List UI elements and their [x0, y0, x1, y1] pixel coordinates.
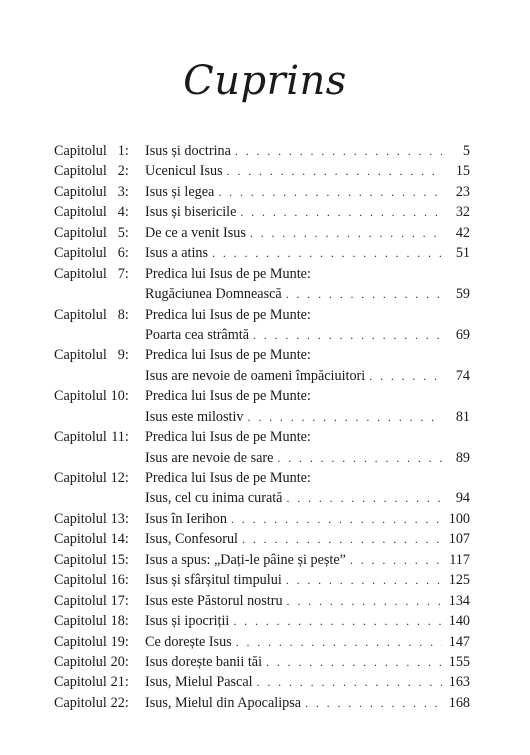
page-number: 23 [455, 183, 470, 200]
dot-leader [212, 243, 442, 263]
chapter-title: Isus și sfârșitul timpului [145, 572, 282, 589]
dot-leader [286, 488, 442, 508]
page-number: 125 [448, 572, 470, 589]
toc-entry-row [54, 305, 470, 325]
page-number: 81 [455, 408, 470, 425]
chapter-number: 6: [117, 245, 129, 262]
chapter-title: Rugăciunea Domnească [145, 286, 282, 303]
dot-leader [266, 652, 442, 672]
page-number: 59 [455, 286, 470, 303]
chapter-word: Capitolul [54, 572, 107, 589]
chapter-title: Isus și legea [145, 183, 215, 200]
chapter-label [54, 591, 145, 611]
chapter-title: Predica lui Isus de pe Munte: [145, 388, 311, 405]
toc-entry-row [54, 488, 470, 508]
dot-leader [218, 182, 442, 202]
chapter-number: 3: [117, 183, 129, 200]
page-number: 117 [449, 551, 470, 568]
chapter-number: 2: [117, 163, 129, 180]
chapter-word: Capitolul [54, 694, 107, 711]
dot-leader [242, 529, 442, 549]
toc-entry-row [54, 264, 470, 284]
chapter-label [54, 202, 145, 222]
chapter-title: De ce a venit Isus [145, 224, 246, 241]
chapter-word: Capitolul [54, 429, 107, 446]
chapter-number: 16: [110, 572, 129, 589]
chapter-label [54, 672, 145, 692]
chapter-word: Capitolul [54, 531, 107, 548]
chapter-label [54, 243, 145, 263]
chapter-title: Ce dorește Isus [145, 633, 232, 650]
toc-entry-row [54, 570, 470, 590]
chapter-label [54, 345, 145, 365]
page-number: 15 [455, 163, 470, 180]
dot-leader [287, 591, 442, 611]
chapter-word: Capitolul [54, 653, 107, 670]
toc-entry-row [54, 386, 470, 406]
chapter-label [54, 427, 145, 447]
chapter-label [54, 652, 145, 672]
page-number: 107 [448, 531, 470, 548]
dot-leader [250, 223, 442, 243]
chapter-label [54, 325, 145, 345]
page-number: 168 [448, 694, 470, 711]
chapter-label [54, 284, 145, 304]
chapter-title: Predica lui Isus de pe Munte: [145, 265, 311, 282]
dot-leader [350, 550, 442, 570]
dot-leader [231, 509, 442, 529]
chapter-word: Capitolul [54, 265, 107, 282]
page-number: 89 [455, 449, 470, 466]
toc-entry-row [54, 672, 470, 692]
dot-leader [233, 611, 442, 631]
chapter-title: Predica lui Isus de pe Munte: [145, 470, 311, 486]
toc-entry-row [54, 202, 470, 222]
dot-leader [277, 448, 442, 468]
dot-leader [257, 672, 442, 692]
chapter-word: Capitolul [54, 224, 107, 241]
page-number: 140 [448, 613, 470, 630]
chapter-label [54, 550, 145, 570]
chapter-label [54, 182, 145, 202]
page-number: 163 [448, 674, 470, 691]
chapter-word: Capitolul [54, 204, 107, 221]
chapter-word: Capitolul [54, 510, 107, 527]
chapter-label [54, 305, 145, 325]
toc-entry-row [54, 468, 470, 488]
chapter-number: 8: [117, 306, 129, 323]
toc-entry-row [54, 632, 470, 652]
chapter-title: Isus dorește banii tăi [145, 653, 263, 670]
page-number: 51 [455, 245, 470, 262]
toc-entry-row [54, 693, 470, 713]
toc-entry-row [54, 550, 470, 570]
chapter-word: Capitolul [54, 347, 107, 364]
chapter-label [54, 509, 145, 529]
dot-leader [305, 693, 442, 713]
chapter-number: 18: [110, 613, 129, 630]
chapter-word: Capitolul [54, 633, 107, 650]
chapter-number: 11: [111, 429, 129, 446]
chapter-title: Isus este Păstorul nostru [145, 592, 283, 609]
chapter-word: Capitolul [54, 613, 107, 630]
chapter-number: 9: [117, 347, 129, 364]
page-number: 155 [448, 653, 470, 670]
toc-entry-row [54, 223, 470, 243]
page-number: 94 [455, 490, 470, 507]
chapter-label [54, 407, 145, 427]
toc-entry-row [54, 448, 470, 468]
table-of-contents [54, 141, 470, 713]
chapter-word: Capitolul [54, 674, 107, 691]
chapter-title: Isus, Mielul din Apocalipsa [145, 694, 302, 711]
chapter-word: Capitolul [54, 163, 107, 180]
chapter-word: Capitolul [54, 143, 107, 159]
page-title: Cuprins [183, 58, 347, 104]
chapter-title: Isus și ipocriții [145, 613, 230, 630]
chapter-word: Capitolul [54, 592, 107, 609]
chapter-number: 1: [117, 143, 129, 159]
chapter-title: Ucenicul Isus [145, 163, 223, 180]
chapter-title: Poarta cea strâmtă [145, 326, 249, 343]
chapter-title: Isus a atins [145, 245, 209, 262]
chapter-number: 19: [110, 633, 129, 650]
toc-entry-row [54, 591, 470, 611]
chapter-number: 12: [110, 470, 129, 486]
page-number: 134 [448, 592, 470, 609]
chapter-title: Predica lui Isus de pe Munte: [145, 306, 311, 323]
dot-leader [286, 284, 442, 304]
page-number: 100 [448, 510, 470, 527]
page-number: 5 [462, 143, 470, 159]
toc-entry-row [54, 284, 470, 304]
chapter-title: Predica lui Isus de pe Munte: [145, 429, 311, 446]
page-number: 74 [455, 367, 470, 384]
chapter-title: Isus a spus: „Dați-le pâine și pește” [145, 551, 346, 568]
dot-leader [235, 141, 442, 161]
chapter-word: Capitolul [54, 306, 107, 323]
chapter-number: 21: [110, 674, 129, 691]
chapter-label [54, 468, 145, 488]
dot-leader [240, 202, 442, 222]
toc-entry-row [54, 509, 470, 529]
chapter-label [54, 570, 145, 590]
dot-leader [227, 161, 442, 181]
chapter-label [54, 529, 145, 549]
chapter-number: 10: [110, 388, 129, 405]
chapter-number: 15: [110, 551, 129, 568]
toc-entry-row [54, 407, 470, 427]
toc-entry-row [54, 325, 470, 345]
dot-leader [253, 325, 442, 345]
chapter-title: Isus, Mielul Pascal [145, 674, 253, 691]
chapter-number: 14: [110, 531, 129, 548]
chapter-label [54, 386, 145, 406]
chapter-label [54, 693, 145, 713]
page-number: 42 [455, 224, 470, 241]
toc-entry-row [54, 366, 470, 386]
chapter-word: Capitolul [54, 388, 107, 405]
dot-leader [369, 366, 442, 386]
chapter-number: 4: [117, 204, 129, 221]
chapter-label [54, 264, 145, 284]
chapter-label [54, 141, 145, 161]
chapter-label [54, 161, 145, 181]
chapter-word: Capitolul [54, 470, 107, 486]
chapter-label [54, 448, 145, 468]
chapter-number: 13: [110, 510, 129, 527]
toc-entry-row [54, 427, 470, 447]
chapter-title: Predica lui Isus de pe Munte: [145, 347, 311, 364]
chapter-word: Capitolul [54, 183, 107, 200]
toc-entry-row [54, 243, 470, 263]
chapter-label [54, 223, 145, 243]
toc-entry-row [54, 161, 470, 181]
chapter-number: 5: [117, 224, 129, 241]
chapter-label [54, 366, 145, 386]
chapter-number: 17: [110, 592, 129, 609]
chapter-title: Isus, cel cu inima curată [145, 490, 283, 507]
chapter-number: 20: [110, 653, 129, 670]
chapter-title: Isus și doctrina [145, 143, 231, 159]
chapter-title: Isus are nevoie de sare [145, 449, 274, 466]
chapter-title: Isus în Ierihon [145, 510, 227, 527]
chapter-number: 7: [117, 265, 129, 282]
chapter-label [54, 611, 145, 631]
dot-leader [286, 570, 442, 590]
toc-entry-row [54, 182, 470, 202]
toc-entry-row [54, 529, 470, 549]
toc-entry-row [54, 345, 470, 365]
chapter-word: Capitolul [54, 551, 107, 568]
page-number: 69 [455, 326, 470, 343]
chapter-title: Isus și bisericile [145, 204, 237, 221]
chapter-label [54, 488, 145, 508]
toc-entry-row [54, 652, 470, 672]
chapter-label [54, 632, 145, 652]
page-number: 32 [455, 204, 470, 221]
page-number: 147 [448, 633, 470, 650]
toc-entry-row [54, 141, 470, 161]
chapter-title: Isus are nevoie de oameni împăciuitori [145, 367, 366, 384]
dot-leader [236, 632, 442, 652]
chapter-title: Isus, Confesorul [145, 531, 239, 548]
dot-leader [248, 407, 442, 427]
chapter-title: Isus este milostiv [145, 408, 244, 425]
toc-entry-row [54, 611, 470, 631]
chapter-number: 22: [110, 694, 129, 711]
chapter-word: Capitolul [54, 245, 107, 262]
